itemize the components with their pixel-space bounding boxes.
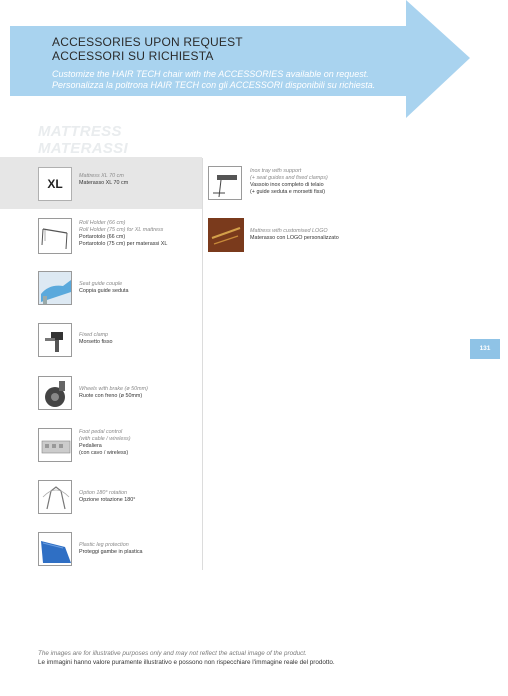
item-label-en: Wheels with brake (ø 50mm) <box>79 386 148 392</box>
item-label-it: (con cavo / wireless) <box>79 450 129 456</box>
item-rotation <box>79 490 135 504</box>
seat-guide-icon <box>38 271 72 305</box>
item-label-en: (with cable / wireless) <box>79 436 131 442</box>
item-label-en: (+ seat guides and fixed clamps) <box>250 175 328 181</box>
footer-disclaimer-en: The images are for illustrative purposes only and may not reflect the actual image of the product. <box>38 650 307 657</box>
banner-title-en: ACCESSORIES UPON REQUEST <box>52 35 243 49</box>
item-leg-protection <box>79 542 143 556</box>
roll-holder-icon <box>38 218 72 254</box>
banner-subtitle-en: Customize the HAIR TECH chair with the ACCESSORIES available on request. <box>52 69 369 79</box>
item-seat-guide <box>79 281 128 295</box>
item-label-en: Mattress with customised LOGO <box>250 228 328 234</box>
item-label-en: Foot pedal control <box>79 429 123 435</box>
item-label-it: Portarotolo (66 cm) <box>79 234 126 240</box>
item-xl-mattress <box>79 173 128 187</box>
item-label-en: Fixed clamp <box>79 332 109 338</box>
item-fixed-clamp <box>79 332 113 346</box>
wheel-brake-icon <box>38 376 72 410</box>
item-label-it: Materasso con LOGO personalizzato <box>250 235 339 241</box>
item-label-it: Vassoio inox completo di telaio <box>250 182 324 188</box>
item-label-it: Portarotolo (75 cm) per materassi XL <box>79 241 168 247</box>
section-title-en: MATTRESS <box>38 123 122 140</box>
header-banner <box>0 0 508 120</box>
item-label-it: Materasso XL 70 cm <box>79 180 129 186</box>
item-label-it: Coppia guide seduta <box>79 288 129 294</box>
item-label-en: Option 180° rotation <box>79 490 128 496</box>
item-inox-tray <box>250 168 328 196</box>
foot-pedal-icon <box>38 428 72 462</box>
item-label-it: Proteggi gambe in plastica <box>79 549 143 555</box>
xl-badge-icon: XL <box>38 167 72 201</box>
item-label-en: Seat guide couple <box>79 281 123 287</box>
banner-title-it: ACCESSORI SU RICHIESTA <box>52 49 214 63</box>
rotation-icon <box>38 480 72 514</box>
banner-subtitle-it: Personalizza la poltrona HAIR TECH con gli ACCESSORI disponibili su richiesta. <box>52 80 376 90</box>
item-label-en: Plastic leg protection <box>79 542 129 548</box>
item-label-it: (+ guide seduta e morsetti fissi) <box>250 189 326 195</box>
item-label-it: Ruote con freno (ø 50mm) <box>79 393 143 399</box>
item-label-en: Mattress XL 70 cm <box>79 173 124 179</box>
item-label-it: Morsetto fisso <box>79 339 113 345</box>
item-wheels <box>79 386 148 400</box>
item-logo-mattress <box>250 228 339 242</box>
fixed-clamp-icon <box>38 323 72 357</box>
item-label-it: Opzione rotazione 180° <box>79 497 136 503</box>
item-label-en: Roll Holder (66 cm) <box>79 220 126 226</box>
item-roll-holder <box>79 220 167 248</box>
section-title-it: MATERASSI <box>38 140 128 157</box>
logo-mattress-icon <box>208 218 244 252</box>
page-number: 131 <box>470 339 500 359</box>
item-label-en: Inox tray with support <box>250 168 302 174</box>
item-label-en: Roll Holder (75 cm) for XL mattress <box>79 227 164 233</box>
item-label-it: Pedaliera <box>79 443 102 449</box>
leg-protection-icon <box>38 532 72 566</box>
footer-disclaimer-it: Le immagini hanno valore puramente illustrativo e possono non rispecchiare l'immagine reale del prodotto. <box>38 659 335 666</box>
item-foot-pedal <box>79 429 131 457</box>
inox-tray-icon <box>208 166 242 200</box>
column-divider <box>202 158 203 570</box>
